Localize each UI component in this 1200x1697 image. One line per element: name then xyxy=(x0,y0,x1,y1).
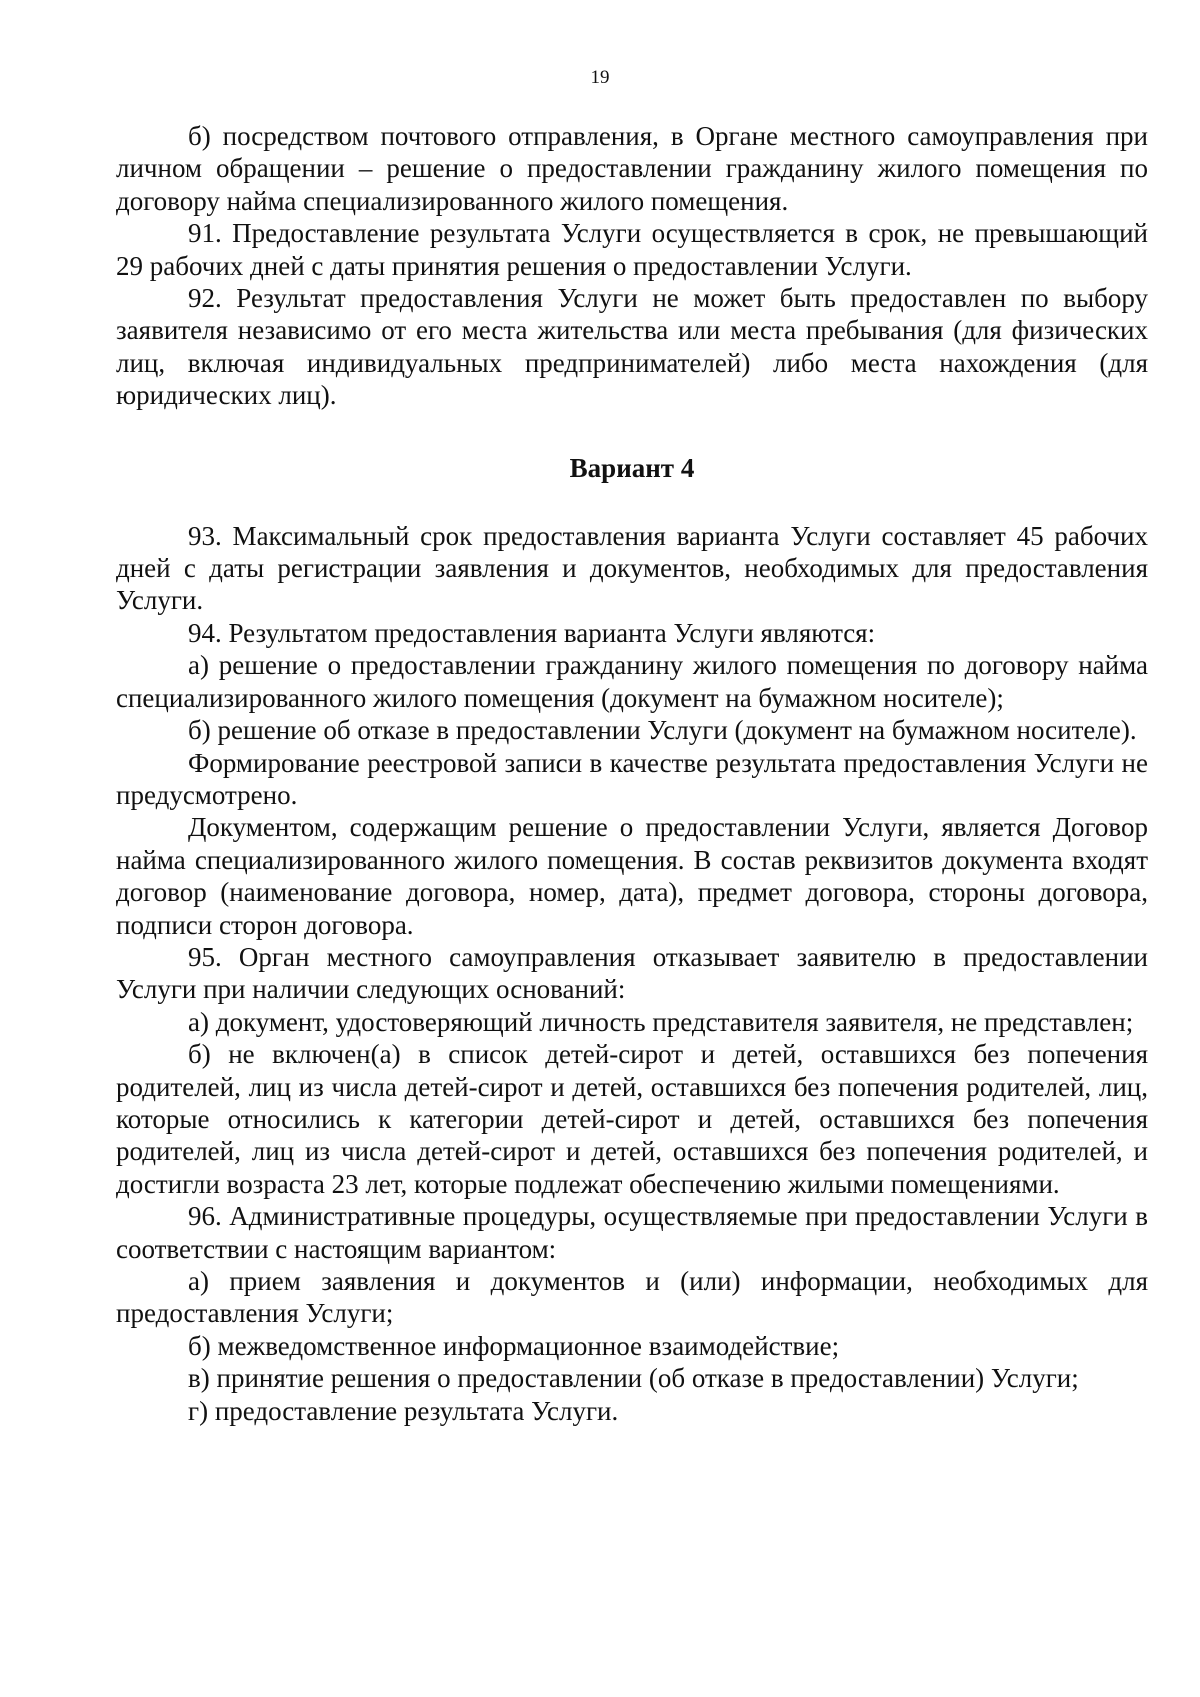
paragraph-96-v: в) принятие решения о предоставлении (об отказе в предоставлении) Услуги; xyxy=(188,1363,1079,1394)
paragraph-94-b: б) решение об отказе в предоставлении Услуги (документ на бумажном носителе). xyxy=(188,715,1137,746)
paragraph-b-mail: б) посредством почтового отправления, в Органе местного самоуправления при личном обращении – решение о предоставлении гражданину жилого помещения по договору найма специализированного жилого помещения. xyxy=(116,121,1148,216)
paragraph-93: 93. Максимальный срок предоставления варианта Услуги составляет 45 рабочих дней с даты регистрации заявления и документов, необходимых для предоставления Услуги. xyxy=(116,520,1148,616)
paragraph-92: 92. Результат предоставления Услуги не может быть предоставлен по выбору заявителя независимо от его места жительства или места пребывания (для физических лиц, включая индивидуальных предпринимателей) либо места нахождения (для юридических лиц). xyxy=(116,283,1148,411)
paragraph-91: 91. Предоставление результата Услуги осуществляется в срок, не превышающий 29 рабочих дней с даты принятия решения о предоставлении Услуги. xyxy=(116,218,1148,281)
paragraph-95-a: а) документ, удостоверяющий личность представителя заявителя, не представлен; xyxy=(188,1006,1134,1037)
paragraph-95-b: б) не включен(а) в список детей-сирот и детей, оставшихся без попечения родителей, лиц из числа детей-сирот и детей, оставшихся без попечения родителей, лиц, которые относились к категории детей-сирот и детей, оставшихся без попечения родителей, лиц из числа детей-сирот и детей, оставшихся без попечения родителей, и достигли возраста 23 лет, которые подлежат обеспечению жилыми помещениями. xyxy=(116,1039,1148,1199)
paragraph-registry-record: Формирование реестровой записи в качестве результата предоставления Услуги не предусмотрено. xyxy=(116,747,1148,810)
paragraph-96-b: б) межведомственное информационное взаимодействие; xyxy=(188,1330,840,1361)
paragraph-96-a: а) прием заявления и документов и (или) информации, необходимых для предоставления Услуги; xyxy=(116,1266,1148,1329)
paragraph-96-g: г) предоставление результата Услуги. xyxy=(188,1395,619,1426)
document-body xyxy=(116,120,1148,1427)
paragraph-94-a: а) решение о предоставлении гражданину жилого помещения по договору найма специализированного жилого помещения (документ на бумажном носителе); xyxy=(116,650,1148,713)
paragraph-decision-document: Документом, содержащим решение о предоставлении Услуги, является Договор найма специализированного жилого помещения. В состав реквизитов документа входят договор (наименование договора, номер, дата), предмет договора, стороны договора, подписи сторон договора. xyxy=(116,812,1148,940)
paragraph-95: 95. Орган местного самоуправления отказывает заявителю в предоставлении Услуги при наличии следующих оснований: xyxy=(116,941,1148,1005)
page-number: 19 xyxy=(590,67,610,88)
paragraph-94: 94. Результатом предоставления варианта Услуги являются: xyxy=(188,617,876,648)
paragraph-96: 96. Административные процедуры, осуществляемые при предоставлении Услуги в соответствии с настоящим вариантом: xyxy=(116,1201,1148,1264)
section-heading-variant-4: Вариант 4 xyxy=(569,452,695,483)
